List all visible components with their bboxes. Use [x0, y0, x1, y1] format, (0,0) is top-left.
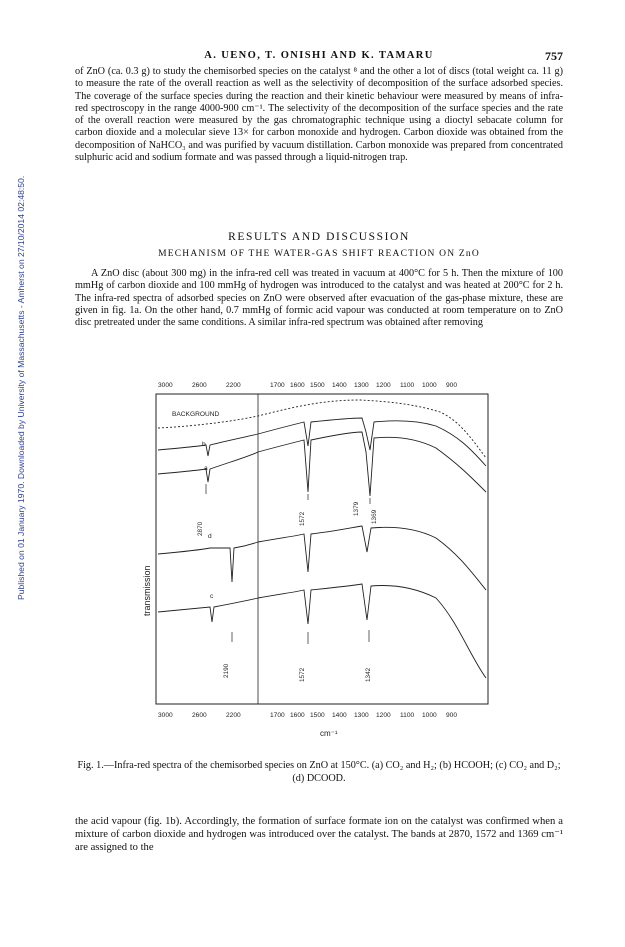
running-header: [75, 50, 563, 64]
paragraph-body: A ZnO disc (about 300 mg) in the infra-red cell was treated in vacuum at 400°C for 5 h. Then the mixture of 100 mmHg of carbon dioxide and 100 mmHg of hydrogen was introduced to the catalyst and was heated at 200°C for 2 h. The infra-red spectra of adsorbed species on ZnO were observed after evacuation of the gas-phase mixture, these are given in fig. 1a. On the other hand, 0.7 mmHg of formic acid vapour was conducted at room temperature on to ZnO disc pretreated under the same conditions. A similar infra-red spectrum was obtained after removing: [75, 268, 563, 329]
top-tick-label: 1100: [400, 382, 415, 389]
top-tick-label: 3000: [158, 382, 173, 389]
curve-label-background: BACKGROUND: [172, 411, 220, 418]
bottom-tick-label: 2600: [192, 712, 207, 719]
top-tick-label: 2200: [226, 382, 241, 389]
band-label-1572-upper: 1572: [299, 511, 306, 526]
curve-labels: [172, 411, 219, 600]
running-header-authors: A. UENO, T. ONISHI AND K. TAMARU: [204, 50, 434, 61]
page-number: 757: [545, 49, 563, 63]
bottom-tick-label: 1600: [290, 712, 305, 719]
top-tick-label: 1700: [270, 382, 285, 389]
top-tick-label: 1300: [354, 382, 369, 389]
curve-label-b: b: [202, 441, 206, 448]
bottom-tick-label: 1700: [270, 712, 285, 719]
download-notice: [2, 40, 26, 600]
figure-caption-text: —Infra-red spectra of the chemisorbed species on ZnO at 150°C. (a) CO₂ and H₂; (b) HCOOH; (c) CO₂ and D₂; (d) DCOOD.: [103, 760, 561, 784]
bottom-tick-label: 900: [446, 712, 458, 719]
spectrum-a: [158, 432, 486, 496]
curve-label-c: c: [210, 593, 214, 600]
band-label-1572-lower: 1572: [299, 667, 306, 682]
top-tick-label: 1400: [332, 382, 347, 389]
bottom-tick-label: 1400: [332, 712, 347, 719]
top-tick-label: 1200: [376, 382, 391, 389]
bottom-tick-label: 1300: [354, 712, 369, 719]
bottom-tick-label: 1000: [422, 712, 437, 719]
section-title: RESULTS AND DISCUSSION: [228, 231, 410, 243]
bottom-axis: [158, 712, 457, 738]
paragraph-closing: the acid vapour (fig. 1b). Accordingly, the formation of surface formate ion on the catalyst was confirmed when a mixture of carbon dioxide and hydrogen was introduced over the catalyst. The bands at 2870, 1572 and 1369 cm⁻¹ are assigned to the: [75, 816, 563, 854]
band-label-2870: 2870: [197, 521, 204, 536]
y-axis-label: transmission: [142, 565, 152, 616]
figure-caption: [75, 760, 563, 785]
figure-caption-label: Fig. 1.: [77, 760, 104, 771]
download-notice-text: Published on 01 January 1970. Downloaded by University of Massachusetts - Amherst on 27/10/2014 02:48:50.: [16, 175, 26, 600]
band-label-1369: 1369: [371, 509, 378, 524]
bottom-tick-label: 1100: [400, 712, 415, 719]
band-label-1342: 1342: [365, 667, 372, 682]
spectrum-b: [158, 418, 486, 466]
band-labels: [197, 501, 378, 682]
top-axis: [158, 382, 457, 389]
top-tick-label: 1000: [422, 382, 437, 389]
x-unit-label: cm⁻¹: [320, 729, 338, 738]
curve-label-d: d: [208, 533, 212, 540]
top-tick-label: 1500: [310, 382, 325, 389]
bottom-tick-label: 2200: [226, 712, 241, 719]
spectrum-c: [158, 584, 486, 678]
paragraph-intro: of ZnO (ca. 0.3 g) to study the chemisorbed species on the catalyst ⁸ and the other a lot of discs (total weight ca. 11 g) to measure the rate of the overall reaction as well as the selectivity of decomposition of the surface adsorbed species. The coverage of the surface species during the reaction and their kinetic behaviour were measured by means of infra-red spectroscopy in the range 4000-900 cm⁻¹. The selectivity of the decomposition of the surface species and the rate of the overall reaction were measured by the gas chromatographic technique using a dioctyl sebacate column for carbon dioxide and a molecular sieve 13× for carbon monoxide and hydrogen. Carbon dioxide was obtained from the decomposition of NaHCO₃ and was purified by vacuum distillation. Carbon monoxide was prepared from concentrated sulphuric acid and sodium formate and was passed through a liquid-nitrogen trap.: [75, 66, 563, 164]
ir-spectra-svg: [140, 376, 500, 744]
curve-label-a: a: [204, 465, 208, 472]
band-label-2190: 2190: [223, 663, 230, 678]
bottom-tick-label: 1200: [376, 712, 391, 719]
bottom-tick-label: 3000: [158, 712, 173, 719]
ir-spectra-figure: [140, 376, 500, 744]
subsection-title: MECHANISM OF THE WATER-GAS SHIFT REACTION ON ZnO: [158, 249, 480, 259]
top-tick-label: 1600: [290, 382, 305, 389]
top-tick-label: 900: [446, 382, 458, 389]
band-label-1379: 1379: [353, 501, 360, 516]
bottom-tick-label: 1500: [310, 712, 325, 719]
top-tick-label: 2600: [192, 382, 207, 389]
